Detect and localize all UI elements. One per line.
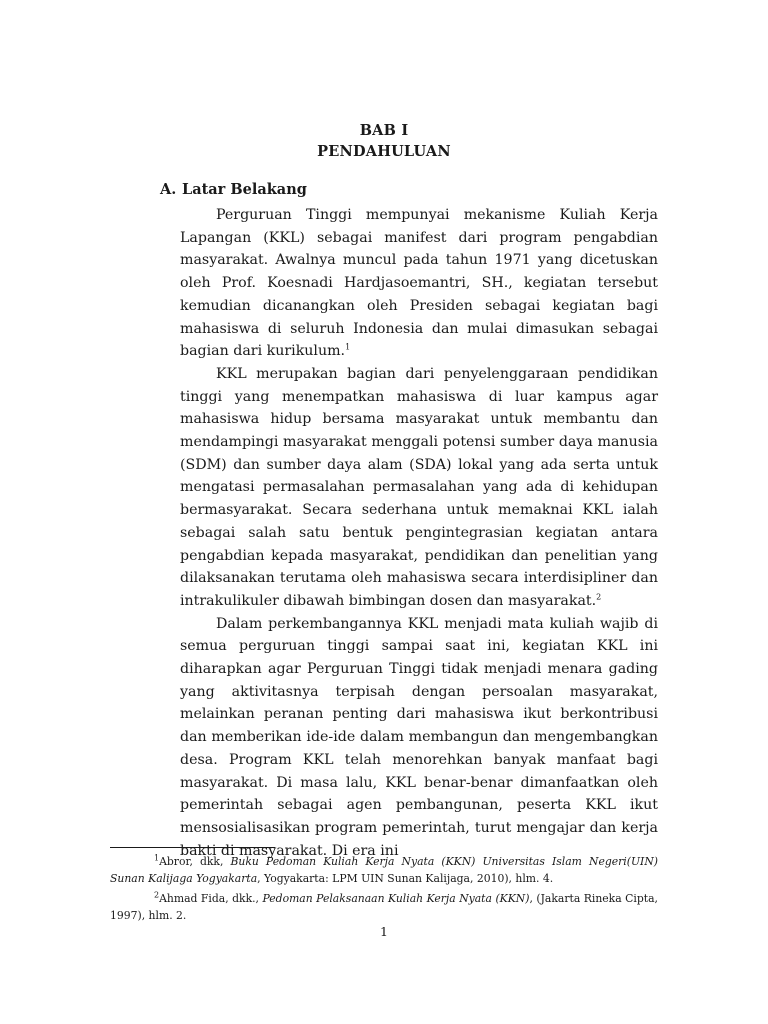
page-number: 1 (380, 924, 388, 939)
chapter-title: PENDAHULUAN (317, 143, 451, 160)
paragraph-text: Dalam perkembangannya KKL menjadi mata kuliah wajib di semua perguruan tinggi sampai saat ini, kegiatan KKL ini diharapkan agar Perguruan Tinggi tidak menjadi menara gading yang aktivitasnya terpisah dengan persoalan masyarakat, melainkan peranan penting dari mahasiswa ikut berkontribusi dan memberikan ide-ide dalam membangun dan mengembangkan desa. Program KKL telah menorehkan banyak manfaat bagi masyarakat. Di masa lalu, KKL benar-benar dimanfaatkan oleh pemerintah sebagai agen pembangunan, peserta KKL ikut mensosialisasikan program pemerintah, turut mengajar dan kerja bakti di masyarakat. Di era ini (180, 615, 658, 859)
paragraph-text: Perguruan Tinggi mempunyai mekanisme Kuliah Kerja Lapangan (KKL) sebagai manifest dari program pengabdian masyarakat. Awalnya muncul pada tahun 1971 yang dicetuskan oleh Prof. Koesnadi Hardjasoemantri, SH., kegiatan tersebut kemudian dicanangkan oleh Presiden sebagai kegiatan bagi mahasiswa di seluruh Indonesia dan mulai dimasukan sebagai bagian dari kurikulum. (180, 207, 658, 360)
footnote-number: 1 (154, 853, 160, 863)
section-title: Latar Belakang (182, 181, 307, 198)
paragraph (180, 363, 658, 613)
footnote-book-title: Buku Pedoman Kuliah Kerja Nyata (KKN) Universitas Islam Negeri(UIN) Sunan Kalijaga Yogyakarta (110, 855, 658, 885)
chapter-number: BAB I (359, 122, 409, 139)
footnote-ref: 1 (345, 342, 351, 352)
footnote-ref: 2 (596, 592, 602, 602)
paragraph-text: KKL merupakan bagian dari penyelenggaraan pendidikan tinggi yang menempatkan mahasiswa di luar kampus agar mahasiswa hidup bersama masyarakat untuk membantu dan mendampingi masyarakat menggali potensi sumber daya manusia (SDM) dan sumber daya alam (SDA) lokal yang ada serta untuk mengatasi permasalahan permasalahan yang ada di kehidupan bermasyarakat. Secara sederhana untuk memaknai KKL ialah sebagai salah satu bentuk pengintegrasian kegiatan antara pengabdian kepada masyarakat, pendidikan dan penelitian yang dilaksanakan terutama oleh mahasiswa secara interdisipliner dan intrakulikuler dibawah bimbingan dosen dan masyarakat. (180, 365, 658, 609)
footnote (110, 890, 658, 924)
footnote-publisher: , (Jakarta Rineka Cipta, 1997), hlm. 2. (110, 892, 658, 922)
footnote-publisher: , Yogyakarta: LPM UIN Sunan Kalijaga, 2010), hlm. 4. (257, 872, 554, 885)
section-heading (160, 181, 307, 198)
footnote-book-title: Pedoman Pelaksanaan Kuliah Kerja Nyata (KKN) (262, 892, 530, 905)
section-letter: A. (160, 181, 177, 198)
footnote-number: 2 (154, 890, 160, 900)
body-text (180, 204, 658, 862)
footnote-separator (110, 847, 275, 848)
paragraph (180, 613, 658, 863)
footnote-author: Abror, dkk, (159, 855, 231, 868)
paragraph (180, 204, 658, 363)
footnote (110, 853, 658, 887)
footnote-author: Ahmad Fida, dkk., (159, 892, 263, 905)
footnotes (110, 853, 658, 927)
